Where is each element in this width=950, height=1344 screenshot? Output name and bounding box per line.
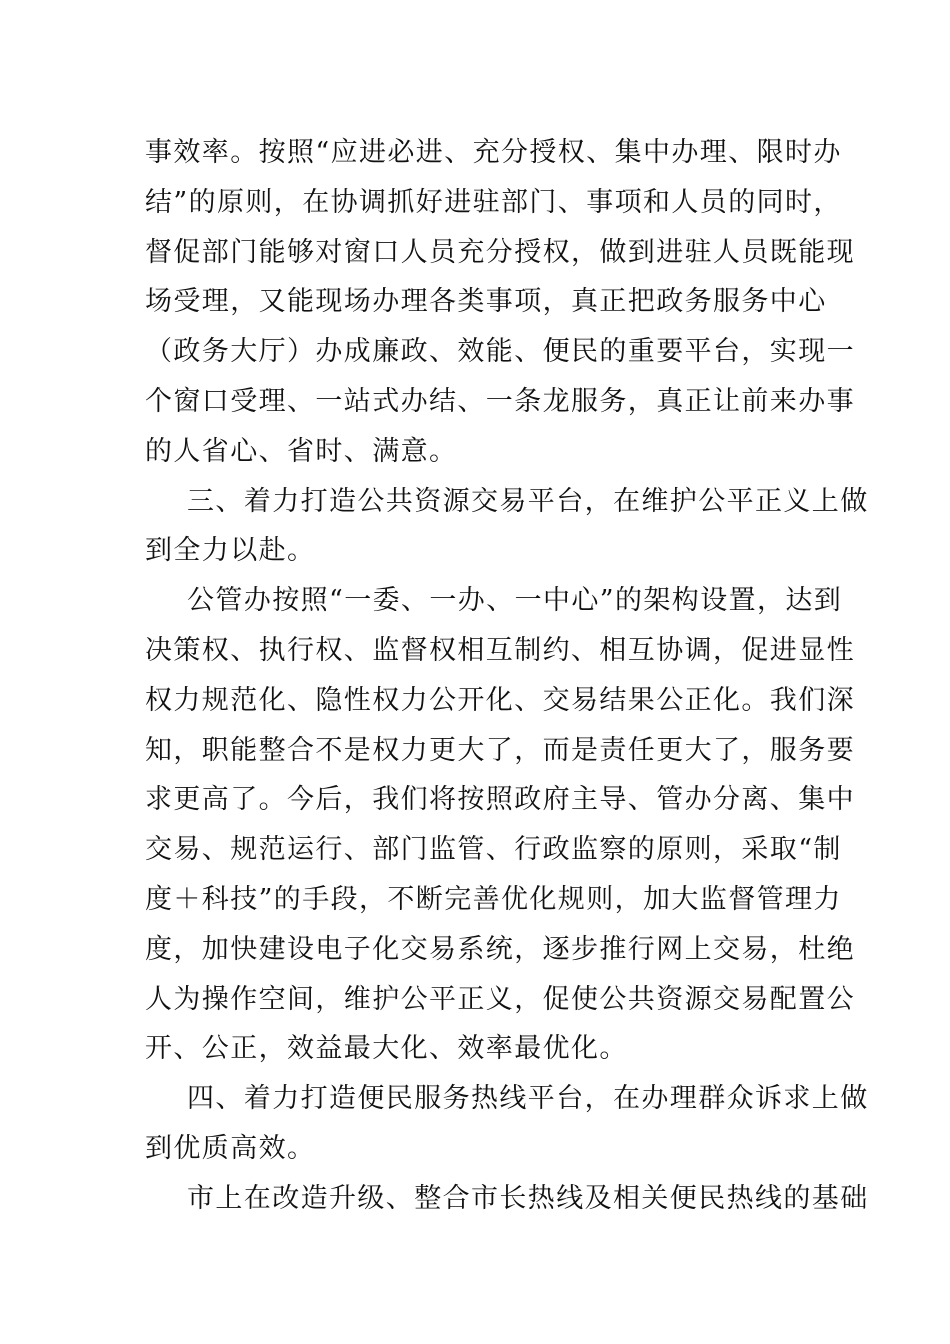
section-heading-4: 四、着力打造便民服务热线平台，在办理群众诉求上做	[187, 1083, 869, 1115]
section-heading-3: 三、着力打造公共资源交易平台，在维护公平正义上做	[187, 485, 869, 517]
text-line-6: 个窗口受理、一站式办结、一条龙服务，真正让前来办事	[145, 385, 855, 417]
text-line-14: 求更高了。今后，我们将按照政府主导、管办分离、集中	[145, 784, 855, 816]
document-body	[145, 128, 869, 1224]
text-line-2: 结”的原则，在协调抓好进驻部门、事项和人员的同时，	[145, 186, 842, 218]
text-line-18: 人为操作空间，维护公平正义，促使公共资源交易配置公	[145, 983, 855, 1015]
text-line-13: 知，职能整合不是权力更大了，而是责任更大了，服务要	[145, 734, 855, 766]
text-line-10: 公管办按照“一委、一办、一中心”的架构设置，达到	[187, 585, 843, 617]
text-line-9: 到全力以赴。	[145, 535, 316, 567]
text-line-16: 度＋科技”的手段，不断完善优化规则，加大监督管理力	[145, 883, 842, 915]
text-line-1: 事效率。按照“应进必进、充分授权、集中办理、限时办	[145, 137, 842, 168]
text-line-21: 到优质高效。	[145, 1132, 316, 1164]
text-line-15: 交易、规范运行、部门监管、行政监察的原则，采取“制	[145, 834, 842, 866]
text-line-4: 场受理，又能现场办理各类事项，真正把政务服务中心	[145, 286, 827, 318]
text-line-17: 度，加快建设电子化交易系统，逐步推行网上交易，杜绝	[145, 933, 855, 965]
text-line-19: 开、公正，效益最大化、效率最优化。	[145, 1033, 628, 1065]
text-line-5: （政务大厅）办成廉政、效能、便民的重要平台，实现一	[145, 336, 855, 368]
text-line-3: 督促部门能够对窗口人员充分授权，做到进驻人员既能现	[145, 236, 855, 268]
text-line-12: 权力规范化、隐性权力公开化、交易结果公正化。我们深	[145, 684, 855, 716]
text-line-22: 市上在改造升级、整合市长热线及相关便民热线的基础	[187, 1182, 869, 1214]
text-line-7: 的人省心、省时、满意。	[145, 435, 458, 467]
text-line-11: 决策权、执行权、监督权相互制约、相互协调，促进显性	[145, 634, 855, 666]
